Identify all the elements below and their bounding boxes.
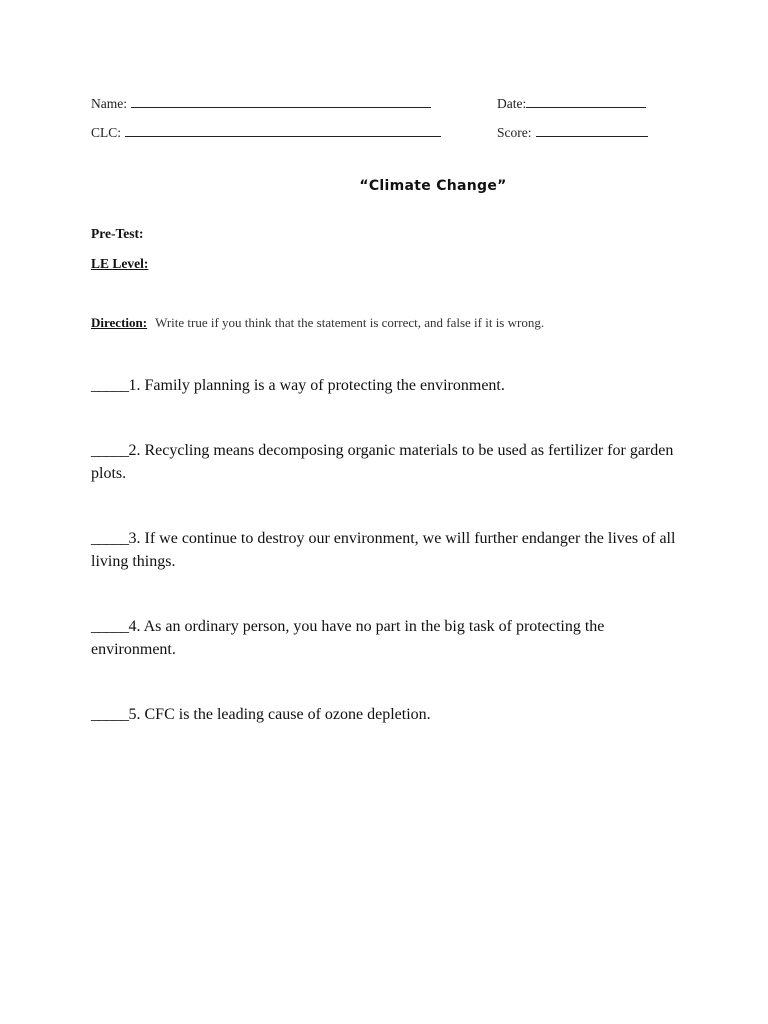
- question-text: 1. Family planning is a way of protecting the environment.: [128, 377, 505, 394]
- direction-label: Direction:: [91, 315, 148, 330]
- clc-label: CLC:: [91, 125, 122, 140]
- answer-blank: _____: [91, 706, 129, 723]
- le-level-label: LE Level:: [91, 256, 149, 271]
- answer-blank: _____: [91, 530, 129, 547]
- question-text: 5. CFC is the leading cause of ozone depletion.: [128, 706, 431, 723]
- name-blank-line: [131, 94, 431, 108]
- question-text: 4. As an ordinary person, you have no part in the big task of protecting the environment.: [91, 618, 605, 658]
- question-item-5: [91, 703, 691, 726]
- pretest-label: Pre-Test:: [91, 226, 144, 241]
- name-field-row: [91, 94, 431, 113]
- date-blank-line: [526, 94, 646, 108]
- score-blank-line: [536, 123, 648, 137]
- question-text: 2. Recycling means decomposing organic materials to be used as fertilizer for garden plots.: [91, 442, 674, 482]
- answer-blank: _____: [91, 377, 129, 394]
- direction-line: [91, 315, 544, 331]
- score-label: Score:: [497, 125, 532, 140]
- score-field-row: [497, 123, 648, 142]
- date-field-row: [497, 94, 646, 113]
- answer-blank: _____: [91, 618, 129, 635]
- question-item-1: [91, 374, 691, 397]
- question-item-3: [91, 527, 691, 573]
- name-label: Name:: [91, 96, 127, 111]
- direction-text: Write true if you think that the statement is correct, and false if it is wrong.: [155, 315, 545, 330]
- question-item-4: [91, 615, 691, 661]
- worksheet-title: “Climate Change”: [359, 178, 507, 194]
- question-text: 3. If we continue to destroy our environment, we will further endanger the lives of all living things.: [91, 530, 676, 570]
- question-item-2: [91, 439, 691, 485]
- clc-field-row: [91, 123, 441, 142]
- answer-blank: _____: [91, 442, 129, 459]
- clc-blank-line: [125, 123, 441, 137]
- date-label: Date:: [497, 96, 527, 111]
